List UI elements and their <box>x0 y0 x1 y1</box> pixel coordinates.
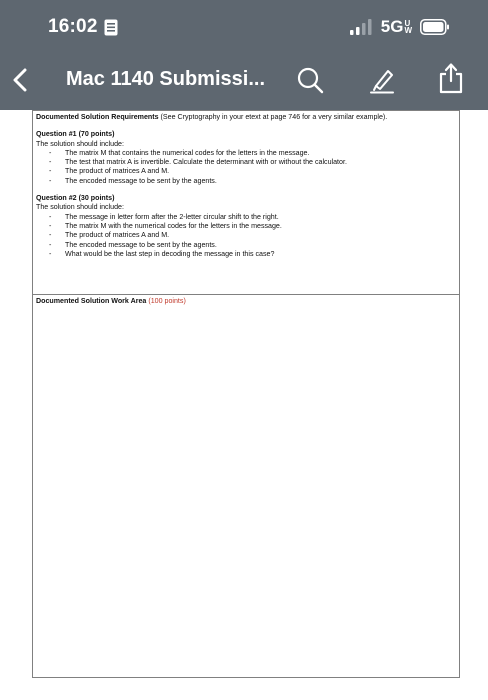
network-super-bottom: W <box>404 26 412 35</box>
list-item: - The matrix M that contains the numerical codes for the letters in the message. <box>49 149 455 158</box>
network-label: 5G <box>380 17 404 36</box>
app-header <box>0 0 488 110</box>
work-area-heading <box>36 297 186 305</box>
status-indicators <box>349 17 450 37</box>
status-time <box>48 16 118 38</box>
status-time-text: 16:02 <box>48 16 98 37</box>
question-1-title: Question #1 (70 points) <box>36 130 115 139</box>
list-item: - The matrix M with the numerical codes for the letters in the message. <box>49 222 455 231</box>
share-icon[interactable] <box>437 62 465 94</box>
network-type <box>381 17 412 37</box>
battery-icon <box>420 19 450 35</box>
requirements-section <box>33 111 459 295</box>
list-item: - What would be the last step in decoding the message in this case? <box>49 250 455 259</box>
question-2-list <box>36 213 455 259</box>
requirements-heading-title: Documented Solution Requirements <box>36 113 159 121</box>
list-item: - The encoded message to be sent by the agents. <box>49 177 455 186</box>
search-icon[interactable] <box>296 66 324 94</box>
list-item: - The product of matrices A and M. <box>49 167 455 176</box>
list-item: - The message in letter form after the 2-letter circular shift to the right. <box>49 213 455 222</box>
network-super-top: U <box>404 19 411 28</box>
back-chevron-icon[interactable] <box>10 68 30 92</box>
list-item: - The test that matrix A is invertible. Calculate the determinant with or without the calculator. <box>49 158 455 167</box>
question-2-block <box>36 194 455 259</box>
question-1-intro: The solution should include: <box>36 139 124 148</box>
list-item: - The product of matrices A and M. <box>49 231 455 240</box>
question-1-block <box>36 130 455 186</box>
page-title: Mac 1140 Submissi... <box>66 68 265 90</box>
question-2-title: Question #2 (30 points) <box>36 194 115 203</box>
requirements-heading <box>36 113 455 122</box>
work-area-points: (100 points) <box>148 297 186 305</box>
network-superscript <box>404 20 412 34</box>
list-item: - The encoded message to be sent by the agents. <box>49 241 455 250</box>
work-area-title: Documented Solution Work Area <box>36 297 147 305</box>
annotate-pen-icon[interactable] <box>368 66 396 94</box>
signal-icon <box>349 19 373 35</box>
requirements-note: (See Cryptography in your etext at page 746 for a very similar example). <box>158 113 388 121</box>
question-1-list <box>36 149 455 186</box>
question-2-intro: The solution should include: <box>36 203 124 212</box>
id-card-icon <box>104 19 118 36</box>
document-page[interactable] <box>32 110 460 678</box>
